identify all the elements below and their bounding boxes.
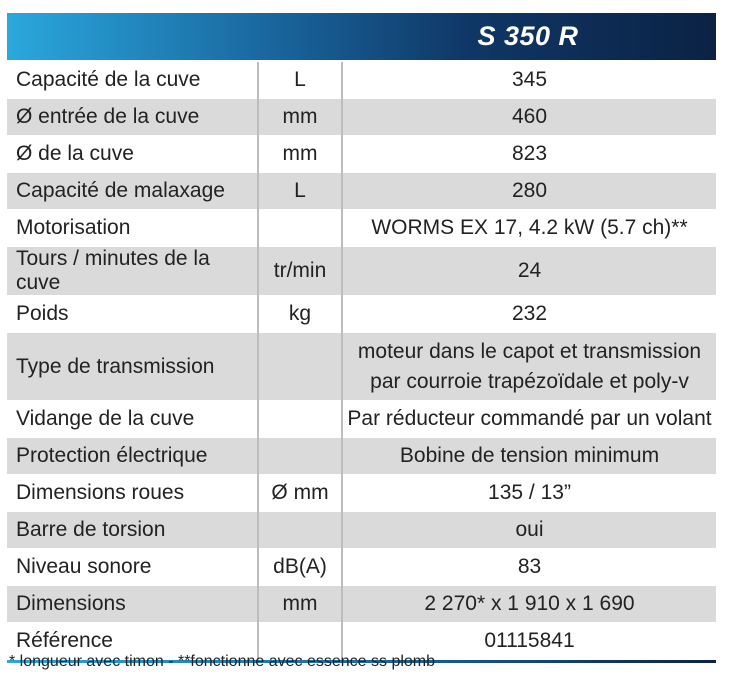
table-row <box>7 333 716 401</box>
row-value: Par réducteur commandé par un volant <box>342 401 716 438</box>
row-unit: dB(A) <box>258 549 342 586</box>
row-value: 135 / 13” <box>342 475 716 512</box>
row-unit: Ø mm <box>258 475 342 512</box>
row-unit: mm <box>258 136 342 173</box>
row-value: 460 <box>342 99 716 136</box>
row-unit <box>258 401 342 438</box>
row-label: Dimensions <box>7 586 258 623</box>
row-value: Bobine de tension minimum <box>342 438 716 475</box>
row-label: Poids <box>7 296 258 333</box>
table-row <box>7 296 716 333</box>
table-row <box>7 401 716 438</box>
table-row <box>7 475 716 512</box>
spec-table <box>7 62 716 660</box>
table-header <box>7 13 716 62</box>
row-value: oui <box>342 512 716 549</box>
row-label: Barre de torsion <box>7 512 258 549</box>
row-value: 2 270* x 1 910 x 1 690 <box>342 586 716 623</box>
row-label: Vidange de la cuve <box>7 401 258 438</box>
row-label: Capacité de malaxage <box>7 173 258 210</box>
row-unit: kg <box>258 296 342 333</box>
row-value: 280 <box>342 173 716 210</box>
row-value-line-1: moteur dans le capot et transmission <box>357 339 702 363</box>
row-unit <box>258 210 342 247</box>
row-label: Type de transmission <box>7 333 258 401</box>
row-label: Capacité de la cuve <box>7 62 258 99</box>
row-value: 232 <box>342 296 716 333</box>
row-value: 345 <box>342 62 716 99</box>
spec-sheet <box>7 13 716 663</box>
table-row <box>7 549 716 586</box>
table-row <box>7 438 716 475</box>
row-unit <box>258 438 342 475</box>
model-name: S 350 R <box>477 21 579 51</box>
row-unit: L <box>258 62 342 99</box>
row-value-line-2: par courroie trapézoïdale et poly-v <box>370 369 689 393</box>
row-value: 83 <box>342 549 716 586</box>
row-label: Ø de la cuve <box>7 136 258 173</box>
row-label: Niveau sonore <box>7 549 258 586</box>
row-label: Dimensions roues <box>7 475 258 512</box>
table-row <box>7 136 716 173</box>
row-value: WORMS EX 17, 4.2 kW (5.7 ch)** <box>342 210 716 247</box>
row-unit: mm <box>258 99 342 136</box>
footnote: * longueur avec timon - **fonctionne avec essence ss plomb <box>9 653 436 670</box>
table-row <box>7 512 716 549</box>
row-value: 01115841 <box>342 623 716 660</box>
row-value <box>342 333 716 401</box>
table-row <box>7 62 716 99</box>
table-row <box>7 173 716 210</box>
row-value: 823 <box>342 136 716 173</box>
table-row <box>7 586 716 623</box>
row-label: Motorisation <box>7 210 258 247</box>
row-label: Ø entrée de la cuve <box>7 99 258 136</box>
row-value: 24 <box>342 247 716 296</box>
table-row <box>7 210 716 247</box>
row-label: Référence <box>7 623 258 660</box>
row-unit <box>258 512 342 549</box>
table-row <box>7 99 716 136</box>
table-row <box>7 247 716 296</box>
row-unit: mm <box>258 586 342 623</box>
row-unit: L <box>258 173 342 210</box>
row-unit <box>258 333 342 401</box>
row-label: Tours / minutes de la cuve <box>7 247 258 296</box>
row-label: Protection électrique <box>7 438 258 475</box>
row-unit: tr/min <box>258 247 342 296</box>
